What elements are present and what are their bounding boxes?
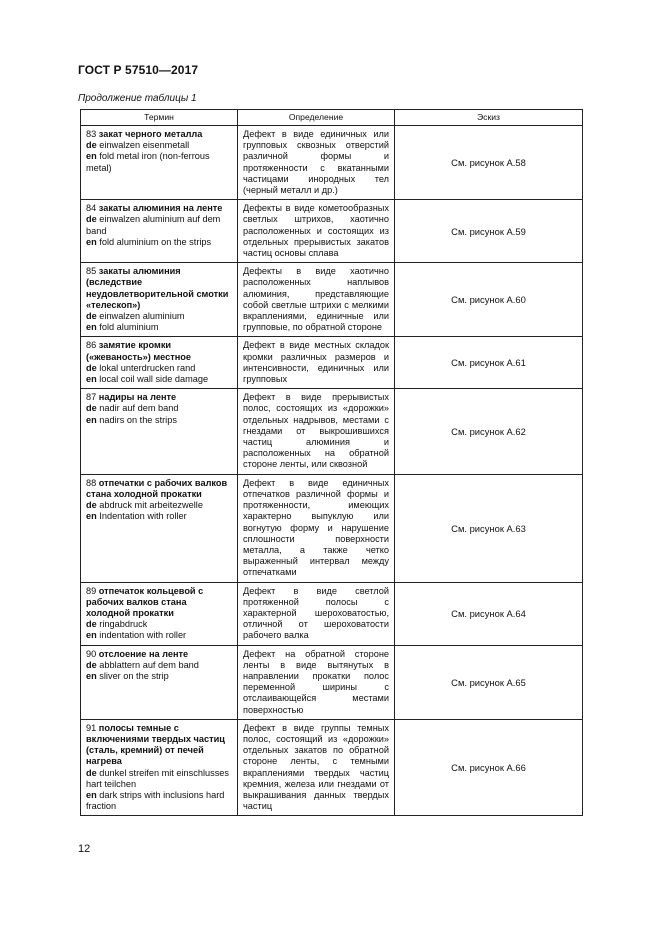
- definition-cell: Дефект на обратной стороне ленты в виде вытянутых в направлении прокатки полос переменной ширины с отслаивающейся местами поверхностью: [238, 645, 395, 719]
- lang-code-de: de: [86, 140, 97, 151]
- term-number: 85: [86, 266, 97, 277]
- column-header-term: Термин: [81, 110, 238, 126]
- term-cell: [81, 200, 238, 263]
- term-number: 84: [86, 203, 97, 214]
- term-number: 86: [86, 340, 97, 351]
- term-name: закаты алюминия (вследствие неудовлетворительной смотки «телескоп»): [86, 266, 229, 310]
- lang-code-en: en: [86, 322, 97, 333]
- term-cell: [81, 126, 238, 200]
- term-number: 91: [86, 722, 97, 733]
- term-german: abblattern auf dem band: [99, 659, 199, 670]
- lang-code-de: de: [86, 214, 97, 225]
- term-cell: [81, 719, 238, 816]
- term-german: einwalzen eisenmetall: [99, 140, 190, 151]
- term-name: отпечатки с рабочих валков стана холодной прокатки: [86, 477, 228, 499]
- lang-code-de: de: [86, 659, 97, 670]
- standard-designation: ГОСТ Р 57510—2017: [78, 63, 199, 77]
- sketch-reference: См. рисунок А.66: [395, 719, 583, 816]
- term-english: fold metal iron (non-ferrous metal): [86, 151, 210, 173]
- term-german: abdruck mit arbeitezwelle: [99, 500, 203, 511]
- sketch-reference: См. рисунок А.58: [395, 126, 583, 200]
- table-row: [81, 263, 583, 337]
- page-number: 12: [78, 843, 91, 855]
- table-row: [81, 645, 583, 719]
- term-english: fold aluminium: [99, 322, 159, 333]
- table-header-row: [81, 110, 583, 126]
- terms-table: [80, 109, 583, 816]
- term-number: 89: [86, 585, 97, 596]
- term-number: 90: [86, 648, 97, 659]
- term-german: lokal unterdrucken rand: [99, 362, 196, 373]
- lang-code-en: en: [86, 151, 97, 162]
- term-english: nadirs on the strips: [99, 414, 177, 425]
- sketch-reference: См. рисунок А.65: [395, 645, 583, 719]
- definition-cell: Дефекты в виде кометообразных светлых штрихов, хаотично расположенных и состоящих из отдельных прерывистых закатов частиц основы сплава: [238, 200, 395, 263]
- lang-code-en: en: [86, 511, 97, 522]
- definition-cell: Дефект в виде единичных или групповых сквозных отверстий различной формы и протяженности с вкатанными частицами инородных тел (черный металл и др.): [238, 126, 395, 200]
- term-german: nadir auf dem band: [99, 403, 179, 414]
- table-continuation-caption: Продолжение таблицы 1: [78, 93, 197, 104]
- term-cell: [81, 474, 238, 582]
- definition-cell: Дефекты в виде хаотично расположенных наплывов алюминия, представляющие собой светлые штрихи с мелкими вкраплениями, единичные или групповые, по обратной стороне: [238, 263, 395, 337]
- sketch-reference: См. рисунок А.61: [395, 337, 583, 389]
- definition-cell: Дефект в виде местных складок кромки различных размеров и интенсивности, единичных или групповых: [238, 337, 395, 389]
- term-name: закат черного металла: [98, 129, 203, 139]
- column-header-sketch: Эскиз: [395, 110, 583, 126]
- lang-code-de: de: [86, 500, 97, 511]
- term-english: local coil wall side damage: [99, 374, 209, 385]
- lang-code-de: de: [86, 767, 97, 778]
- column-header-definition: Определение: [238, 110, 395, 126]
- lang-code-en: en: [86, 630, 97, 641]
- term-cell: [81, 389, 238, 474]
- lang-code-en: en: [86, 236, 97, 247]
- term-cell: [81, 645, 238, 719]
- term-english: dark strips with inclusions hard fraction: [86, 789, 225, 812]
- term-german: dunkel streifen mit einschlusses hart teilchen: [86, 767, 230, 789]
- sketch-reference: См. рисунок А.64: [395, 582, 583, 645]
- term-number: 83: [86, 129, 97, 139]
- definition-cell: Дефект в виде светлой протяженной полосы с характерной шероховатостью, отличной от шероховатости рабочего валка: [238, 582, 395, 645]
- lang-code-en: en: [86, 670, 97, 681]
- table-row: [81, 719, 583, 816]
- table-row: [81, 389, 583, 474]
- lang-code-de: de: [86, 619, 97, 630]
- term-cell: [81, 337, 238, 389]
- sketch-reference: См. рисунок А.62: [395, 389, 583, 474]
- term-english: sliver on the strip: [99, 670, 169, 681]
- term-name: отслоение на ленте: [98, 648, 189, 659]
- term-english: Indentation with roller: [99, 511, 187, 522]
- lang-code-de: de: [86, 403, 97, 414]
- term-number: 88: [86, 477, 97, 488]
- term-german: einwalzen aluminium auf dem band: [86, 214, 221, 236]
- table-row: [81, 200, 583, 263]
- sketch-reference: См. рисунок А.60: [395, 263, 583, 337]
- table-row: [81, 582, 583, 645]
- sketch-reference: См. рисунок А.59: [395, 200, 583, 263]
- sketch-reference: См. рисунок А.63: [395, 474, 583, 582]
- definition-cell: Дефект в виде единичных отпечатков различной формы и протяженности, имеющих характерно выпуклую или вогнутую форму и нарушение сплошности поверхности металла, а также четко выраженный интервал между отпечатками: [238, 474, 395, 582]
- lang-code-en: en: [86, 789, 97, 800]
- term-name: надиры на ленте: [98, 392, 177, 403]
- table-row: [81, 474, 583, 582]
- definition-cell: Дефект в виде группы темных полос, состоящий из «дорожки» отдельных закатов по обратной стороне ленты, с темными вкраплениями твердых частиц кремния, железа или гнездами от выкрашивания данных твердых частиц: [238, 719, 395, 816]
- term-german: einwalzen aluminium: [99, 311, 185, 322]
- term-name: закаты алюминия на ленте: [98, 203, 223, 214]
- term-name: полосы темные с включениями твердых частиц (сталь, кремний) от печей нагрева: [86, 722, 225, 767]
- table-row: [81, 126, 583, 200]
- lang-code-en: en: [86, 374, 97, 385]
- lang-code-de: de: [86, 311, 97, 322]
- term-cell: [81, 263, 238, 337]
- term-english: indentation with roller: [99, 630, 187, 641]
- table-row: [81, 337, 583, 389]
- term-cell: [81, 582, 238, 645]
- lang-code-de: de: [86, 362, 97, 373]
- term-name: отпечаток кольцевой с рабочих валков стана холодной прокатки: [86, 585, 204, 618]
- definition-cell: Дефект в виде прерывистых полос, состоящих из «дорожки» отдельных надрывов, местами с гнездами от выкрошившихся частиц алюминия и расположенных на обратной стороне ленты, или сквозной: [238, 389, 395, 474]
- lang-code-en: en: [86, 414, 97, 425]
- term-number: 87: [86, 392, 97, 403]
- term-english: fold aluminium on the strips: [99, 236, 212, 247]
- term-german: ringabdruck: [99, 619, 148, 630]
- term-name: замятие кромки («жеваность») местное: [86, 340, 191, 362]
